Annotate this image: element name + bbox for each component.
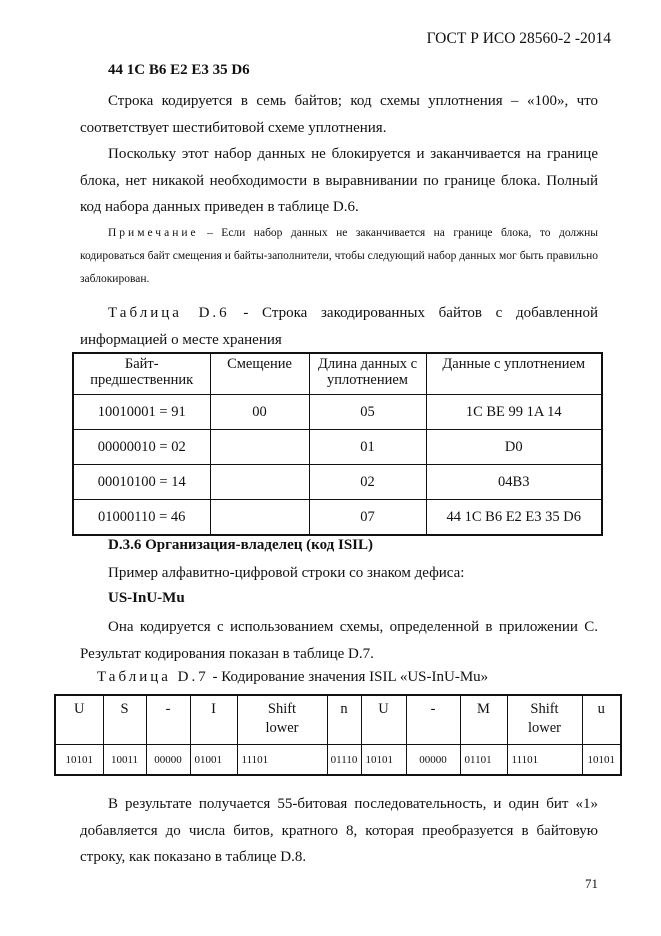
cell: 10010001 = 91 [73,395,210,430]
paragraph: Она кодируется с использованием схемы, определенной в приложении С. Результат кодирования показан в таблице D.7. [80,619,598,662]
header-cell: Shift lower [237,695,327,745]
caption-text: - Строка закодированных байтов с добавленной информацией о месте хранения [80,305,598,348]
cell: 02 [309,465,426,500]
caption-text: - Кодирование значения ISIL «US-InU-Mu» [208,669,489,685]
header-cell: u [582,695,621,745]
cell: 01101 [460,745,507,776]
header-cell: Смещение [210,353,309,395]
note [80,222,598,291]
cell [210,500,309,536]
cell: 07 [309,500,426,536]
cell [210,465,309,500]
paragraph: Строка кодируется в семь байтов; код схемы уплотнения – «100», что соответствует шестибитовой схеме уплотнения. [80,93,598,136]
table-row [73,500,602,536]
table-d7 [54,694,622,776]
header-cell: U [55,695,103,745]
header-cell: Байт-предшественник [73,353,210,395]
table-caption [80,300,598,353]
table-row [73,465,602,500]
cell: 01001 [190,745,237,776]
header-cell: Shift lower [507,695,582,745]
cell: 10101 [582,745,621,776]
header-cell: U [361,695,406,745]
cell [210,430,309,465]
cell: 11101 [237,745,327,776]
cell: 00000 [146,745,190,776]
caption-label: Таблица D.7 [97,669,209,685]
header-cell: n [327,695,361,745]
cell: 10101 [55,745,103,776]
cell: 00 [210,395,309,430]
section-heading: D.3.6 Организация-владелец (код ISIL) [108,537,374,553]
cell: 01 [309,430,426,465]
caption-label: Таблица D.6 [108,305,230,321]
document-header: ГОСТ Р ИСО 28560-2 -2014 [426,30,611,47]
table-header-row [73,353,602,395]
table-header-row [55,695,621,745]
table-row [73,430,602,465]
cell: D0 [426,430,602,465]
table-d6 [72,352,603,536]
cell: 11101 [507,745,582,776]
cell: 44 1C B6 E2 E3 35 D6 [426,500,602,536]
page-number: 71 [585,876,598,891]
cell: 10101 [361,745,406,776]
cell: 00010100 = 14 [73,465,210,500]
encoded-bytes-line: 44 1C B6 E2 E3 35 D6 [108,62,250,78]
cell: 05 [309,395,426,430]
header-cell: - [146,695,190,745]
cell: 01000110 = 46 [73,500,210,536]
table-row [55,745,621,776]
table-caption [97,669,488,686]
cell: 01110 [327,745,361,776]
table-row [73,395,602,430]
paragraph: В результате получается 55-битовая последовательность, и один бит «1» добавляется до числа битов, кратного 8, которая преобразуется в байтовую строку, как показано в таблице D.8. [80,796,598,865]
note-text: – Если набор данных не заканчивается на границе блока, то должны кодироваться байт смещения и байты-заполнители, чтобы следующий набор данных мог быть правильно заблокирован. [80,227,598,285]
cell: 1C BE 99 1A 14 [426,395,602,430]
cell: 00000010 = 02 [73,430,210,465]
paragraph: Поскольку этот набор данных не блокируется и заканчивается на границе блока, нет никакой необходимости в выравнивании по границе блока. Полный код набора данных приведен в таблице D.6. [80,146,598,215]
cell: 04B3 [426,465,602,500]
cell: 10011 [103,745,146,776]
paragraph: Пример алфавитно-цифровой строки со знаком дефиса: [108,565,465,581]
header-cell: S [103,695,146,745]
header-cell: Длина данных с уплотнением [309,353,426,395]
header-cell: I [190,695,237,745]
header-cell: - [406,695,460,745]
note-label: Примечание [108,227,199,239]
cell: 00000 [406,745,460,776]
header-cell: Данные с уплотнением [426,353,602,395]
header-cell: M [460,695,507,745]
example-string: US-InU-Mu [108,590,185,606]
